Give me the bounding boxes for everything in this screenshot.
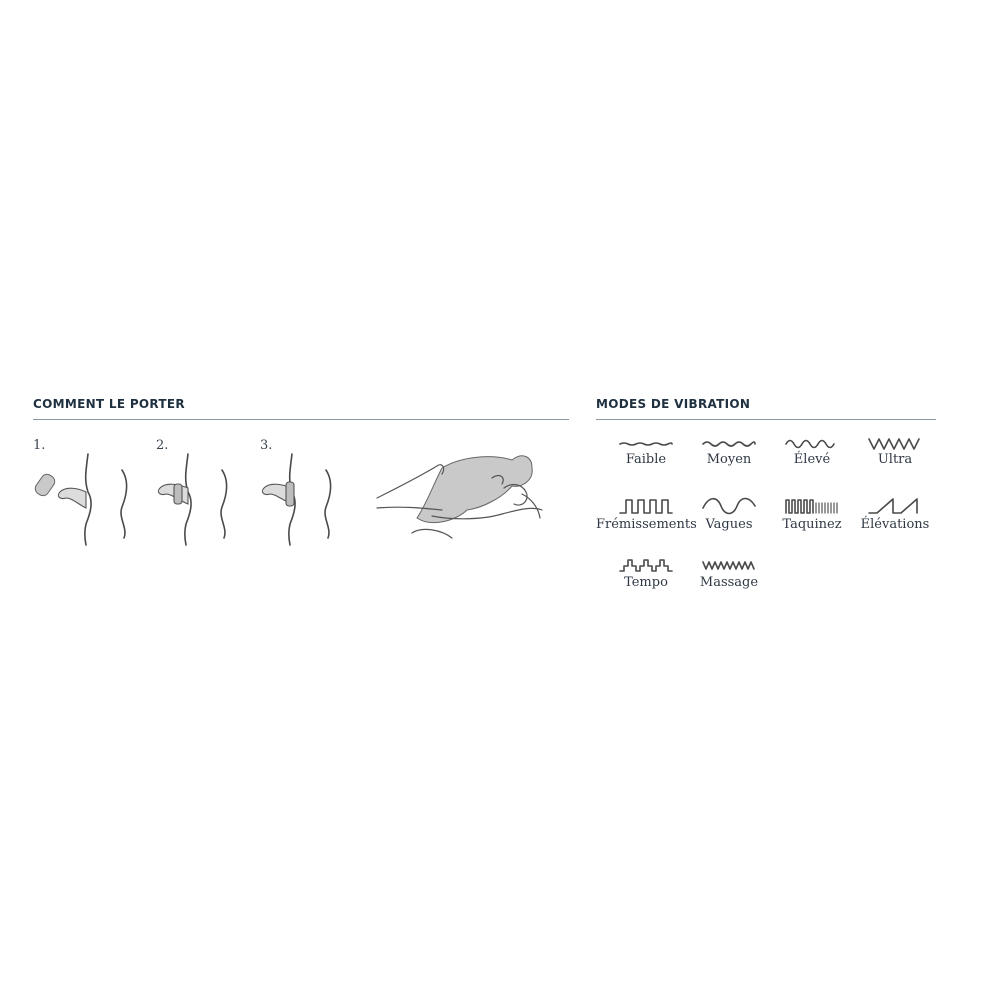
step-1-illustration: [30, 452, 140, 547]
mode-label: Ultra: [877, 452, 913, 467]
moyen-wave-icon: [701, 435, 757, 451]
mode-label: Élévations: [860, 517, 930, 532]
modes-section-title: MODES DE VIBRATION: [596, 397, 751, 411]
mode-label: Moyen: [706, 452, 752, 467]
step-2-illustration: [148, 452, 258, 547]
step-3-number: 3.: [260, 438, 273, 453]
mode-label: Vagues: [705, 517, 753, 532]
ultra-wave-icon: [867, 435, 923, 451]
vagues-wave-icon: [701, 496, 757, 516]
mode-label: Faible: [625, 452, 667, 467]
modes-section-divider: [596, 419, 936, 420]
wear-section-title: COMMENT LE PORTER: [33, 397, 185, 411]
mode-label: Tempo: [624, 575, 668, 590]
mode-elevations: [845, 496, 945, 532]
mode-label: Taquinez: [782, 517, 842, 532]
couple-illustration: [372, 448, 547, 548]
tempo-wave-icon: [618, 556, 674, 574]
fremissements-wave-icon: [618, 496, 674, 516]
step-3-illustration: [252, 452, 362, 547]
massage-wave-icon: [701, 556, 757, 574]
step-1-number: 1.: [33, 438, 46, 453]
mode-label: Élevé: [793, 452, 831, 467]
mode-label: Frémissements: [596, 517, 697, 532]
mode-label: Massage: [699, 575, 759, 590]
elevations-wave-icon: [867, 496, 923, 516]
mode-massage: [679, 556, 779, 590]
wear-section-divider: [33, 419, 569, 420]
eleve-wave-icon: [784, 435, 840, 451]
faible-wave-icon: [618, 435, 674, 451]
taquinez-wave-icon: [784, 496, 840, 516]
mode-ultra: [845, 435, 945, 467]
step-2-number: 2.: [156, 438, 169, 453]
